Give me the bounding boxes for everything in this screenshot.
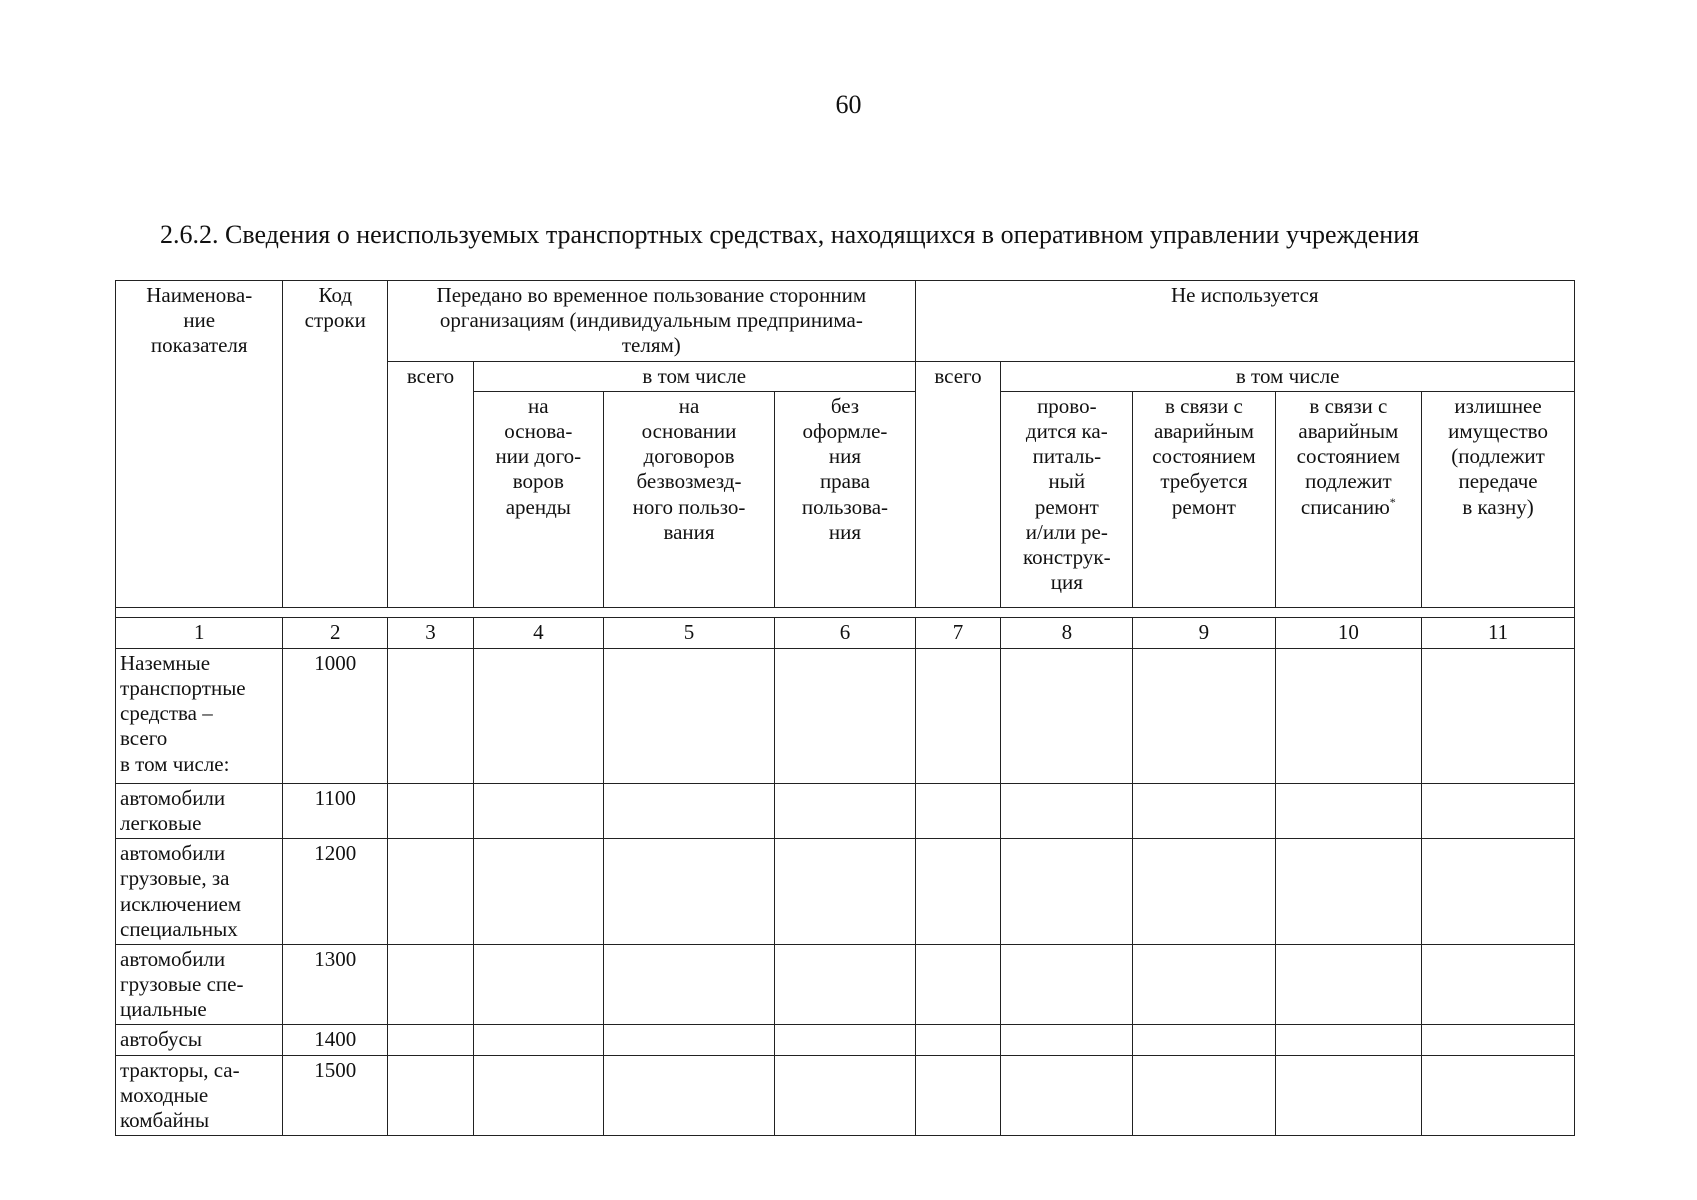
value-cell-col-3[interactable] xyxy=(388,1025,474,1055)
value-cell-col-9[interactable] xyxy=(1133,1055,1275,1136)
value-cell-col-10[interactable] xyxy=(1275,648,1422,783)
value-cell-col-8[interactable] xyxy=(1001,783,1133,838)
header-separator xyxy=(116,607,1575,617)
value-cell-col-6[interactable] xyxy=(775,648,915,783)
value-cell-col-3[interactable] xyxy=(388,783,474,838)
value-cell-col-11[interactable] xyxy=(1422,839,1575,945)
header-unused: Не используется xyxy=(915,281,1574,362)
value-cell-col-3[interactable] xyxy=(388,944,474,1025)
header-transferred-total: всего xyxy=(388,361,474,607)
unused-vehicles-table xyxy=(115,280,1575,1136)
value-cell-col-10[interactable] xyxy=(1275,839,1422,945)
header-no-rights: без оформле- ния права пользова- ния xyxy=(775,391,915,607)
separator-cell xyxy=(116,607,1575,617)
header-code: Код строки xyxy=(283,281,388,608)
value-cell-col-10[interactable] xyxy=(1275,1055,1422,1136)
row-code: 1500 xyxy=(283,1055,388,1136)
column-number: 3 xyxy=(388,617,474,648)
table-row xyxy=(116,1025,1575,1055)
value-cell-col-9[interactable] xyxy=(1133,944,1275,1025)
column-number: 9 xyxy=(1133,617,1275,648)
row-name: автомобили грузовые спе- циальные xyxy=(116,944,283,1025)
header-transferred: Передано во временное пользование сторонним организациям (индивидуальным предпринима- телям) xyxy=(388,281,915,362)
column-number: 6 xyxy=(775,617,915,648)
table-row xyxy=(116,648,1575,783)
header-transferred-including: в том числе xyxy=(473,361,915,391)
value-cell-col-9[interactable] xyxy=(1133,783,1275,838)
column-number: 11 xyxy=(1422,617,1575,648)
value-cell-col-8[interactable] xyxy=(1001,1025,1133,1055)
value-cell-col-4[interactable] xyxy=(473,1025,603,1055)
value-cell-col-5[interactable] xyxy=(603,944,775,1025)
value-cell-col-10[interactable] xyxy=(1275,1025,1422,1055)
row-code: 1100 xyxy=(283,783,388,838)
header-capital-repair: прово- дится ка- питаль- ный ремонт и/или ре- конструк- ция xyxy=(1001,391,1133,607)
value-cell-col-6[interactable] xyxy=(775,944,915,1025)
value-cell-col-9[interactable] xyxy=(1133,839,1275,945)
value-cell-col-8[interactable] xyxy=(1001,944,1133,1025)
value-cell-col-6[interactable] xyxy=(775,1025,915,1055)
row-code: 1400 xyxy=(283,1025,388,1055)
value-cell-col-5[interactable] xyxy=(603,1025,775,1055)
table-row xyxy=(116,783,1575,838)
value-cell-col-8[interactable] xyxy=(1001,839,1133,945)
value-cell-col-7[interactable] xyxy=(915,783,1001,838)
value-cell-col-7[interactable] xyxy=(915,1025,1001,1055)
value-cell-col-10[interactable] xyxy=(1275,783,1422,838)
column-number: 1 xyxy=(116,617,283,648)
value-cell-col-7[interactable] xyxy=(915,1055,1001,1136)
value-cell-col-11[interactable] xyxy=(1422,783,1575,838)
header-name: Наименова- ние показателя xyxy=(116,281,283,608)
value-cell-col-6[interactable] xyxy=(775,839,915,945)
header-unused-including: в том числе xyxy=(1001,361,1575,391)
row-name: Наземные транспортные средства – всего в том числе: xyxy=(116,648,283,783)
row-code: 1200 xyxy=(283,839,388,945)
value-cell-col-7[interactable] xyxy=(915,839,1001,945)
value-cell-col-7[interactable] xyxy=(915,944,1001,1025)
column-number: 4 xyxy=(473,617,603,648)
header-surplus: излишнее имущество (подлежит передаче в казну) xyxy=(1422,391,1575,607)
header-emergency-writeoff-text: в связи с аварийным состоянием подлежит списанию xyxy=(1296,393,1401,519)
column-number: 10 xyxy=(1275,617,1422,648)
header-emergency-repair: в связи с аварийным состоянием требуется ремонт xyxy=(1133,391,1275,607)
value-cell-col-9[interactable] xyxy=(1133,1025,1275,1055)
value-cell-col-6[interactable] xyxy=(775,783,915,838)
value-cell-col-8[interactable] xyxy=(1001,1055,1133,1136)
column-number: 2 xyxy=(283,617,388,648)
header-unused-total: всего xyxy=(915,361,1001,607)
value-cell-col-4[interactable] xyxy=(473,783,603,838)
value-cell-col-10[interactable] xyxy=(1275,944,1422,1025)
column-number-row xyxy=(116,617,1575,648)
header-free-use: на основании договоров безвозмезд- ного пользо- вания xyxy=(603,391,775,607)
row-code: 1000 xyxy=(283,648,388,783)
row-name: автомобили грузовые, за исключением специальных xyxy=(116,839,283,945)
header-emergency-writeoff xyxy=(1275,391,1422,607)
value-cell-col-11[interactable] xyxy=(1422,1025,1575,1055)
value-cell-col-3[interactable] xyxy=(388,1055,474,1136)
value-cell-col-5[interactable] xyxy=(603,839,775,945)
value-cell-col-4[interactable] xyxy=(473,648,603,783)
row-name: тракторы, са- моходные комбайны xyxy=(116,1055,283,1136)
value-cell-col-7[interactable] xyxy=(915,648,1001,783)
column-number: 8 xyxy=(1001,617,1133,648)
row-name: автомобили легковые xyxy=(116,783,283,838)
table-row xyxy=(116,944,1575,1025)
value-cell-col-6[interactable] xyxy=(775,1055,915,1136)
page-number: 60 xyxy=(835,90,862,119)
value-cell-col-11[interactable] xyxy=(1422,1055,1575,1136)
section-title: 2.6.2. Сведения о неиспользуемых транспортных средствах, находящихся в оперативном управлении учреждения xyxy=(160,220,1420,249)
value-cell-col-5[interactable] xyxy=(603,1055,775,1136)
value-cell-col-9[interactable] xyxy=(1133,648,1275,783)
value-cell-col-4[interactable] xyxy=(473,1055,603,1136)
value-cell-col-4[interactable] xyxy=(473,944,603,1025)
value-cell-col-5[interactable] xyxy=(603,648,775,783)
value-cell-col-4[interactable] xyxy=(473,839,603,945)
column-number: 7 xyxy=(915,617,1001,648)
value-cell-col-8[interactable] xyxy=(1001,648,1133,783)
value-cell-col-11[interactable] xyxy=(1422,648,1575,783)
row-code: 1300 xyxy=(283,944,388,1025)
row-name: автобусы xyxy=(116,1025,283,1055)
value-cell-col-11[interactable] xyxy=(1422,944,1575,1025)
value-cell-col-3[interactable] xyxy=(388,839,474,945)
table-row xyxy=(116,1055,1575,1136)
table-body xyxy=(116,648,1575,1135)
footnote-mark: * xyxy=(1389,494,1396,509)
header-lease: на основа- нии дого- воров аренды xyxy=(473,391,603,607)
column-number: 5 xyxy=(603,617,775,648)
table-row xyxy=(116,839,1575,945)
value-cell-col-3[interactable] xyxy=(388,648,474,783)
value-cell-col-5[interactable] xyxy=(603,783,775,838)
